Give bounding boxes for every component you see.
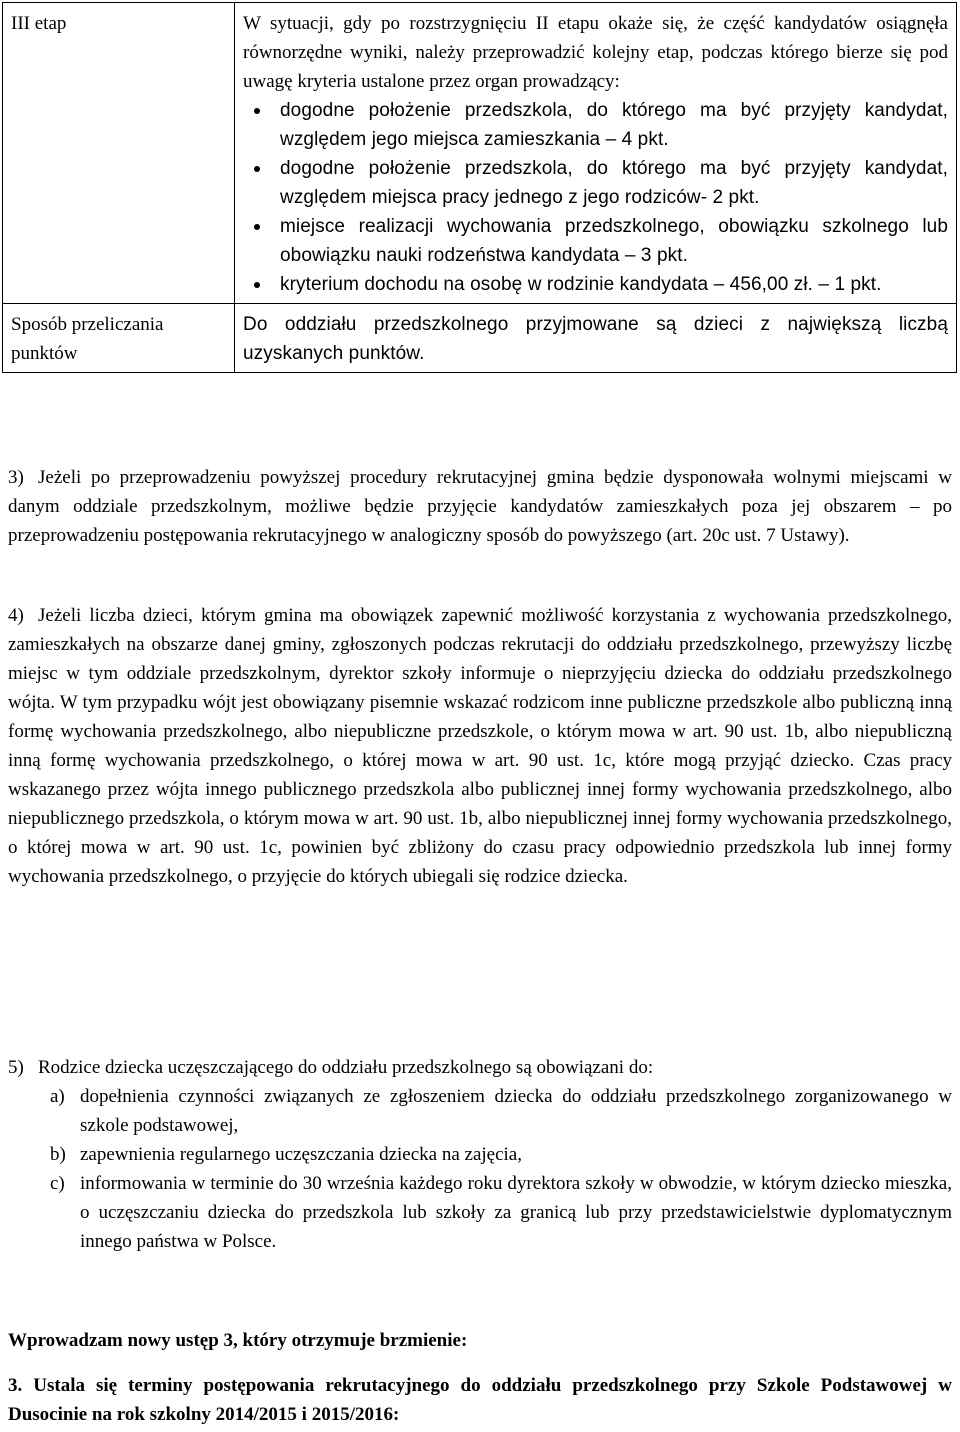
stage-label: III etap — [11, 13, 67, 34]
obligations-list — [8, 1082, 952, 1256]
paragraph-4 — [8, 601, 952, 891]
item-mark: c) — [50, 1173, 65, 1194]
paragraph-number: 3) — [8, 467, 24, 488]
table-row — [3, 304, 957, 373]
paragraph-text: Jeżeli liczba dzieci, którym gmina ma obowiązek zapewnić możliwość korzystania z wychowania przedszkolnego, zamieszkałych na obszarze danej gminy, zgłoszonych podczas rekrutacji do oddziału przedszkolnego, przewyższy liczbę miejsc w tym oddziale przedszkolnym, dyrektor szkoły informuje o nieprzyjęciu dziecka do oddziału przedszkolnego wójta. W tym przypadku wójt jest obowiązany pisemnie wskazać rodzicom inne publiczne przedszkole albo publiczną inną formę wychowania przedszkolnego, albo niepubliczne przedszkole, o którym mowa w art. 90 ust. 1b, albo niepubliczną inną formę wychowania przedszkolnego, o której mowa w art. 90 ust. 1c, które mogą przyjąć dziecko. Czas pracy wskazanego przez wójta innego publicznego przedszkola albo publicznej innej formy wychowania przedszkolnego, albo niepublicznego przedszkola, o którym mowa w art. 90 ust. 1b, albo niepublicznej innej formy wychowania przedszkolnego, o której mowa w art. 90 ust. 1c, powinien być zbliżony do czasu pracy odpowiednio przedszkola lub innej formy wychowania przedszkolnego, o przyjęcie do których ubiegali się rodzice dziecka. — [8, 605, 952, 887]
table-row — [3, 3, 957, 304]
criteria-list — [243, 96, 948, 299]
list-item: miejsce realizacji wychowania przedszkolnego, obowiązku szkolnego lub obowiązku nauki rodzeństwa kandydata – 3 pkt. — [243, 212, 948, 270]
paragraph-5 — [8, 1053, 952, 1256]
paragraph-3 — [8, 463, 952, 550]
scoring-text: Do oddziału przedszkolnego przyjmowane są dzieci z największą liczbą uzyskanych punktów. — [243, 314, 948, 364]
stage-content-cell — [235, 3, 957, 304]
amendment-section: 3. Ustala się terminy postępowania rekrutacyjnego do oddziału przedszkolnego przy Szkole Podstawowej w Dusocinie na rok szkolny 2014/2015 i 2015/2016: — [8, 1375, 952, 1425]
paragraph-text: Jeżeli po przeprowadzeniu powyższej procedury rekrutacyjnej gmina będzie dysponowała wolnymi miejscami w danym oddziale przedszkolnym, możliwe będzie przyjęcie kandydatów zamieszkałych poza jej obszarem – po przeprowadzeniu postępowania rekrutacyjnego w analogiczny sposób do powyższego (art. 20c ust. 7 Ustawy). — [8, 467, 952, 546]
paragraph-number: 4) — [8, 605, 24, 626]
list-item — [8, 1169, 952, 1256]
item-text: zapewnienia regularnego uczęszczania dziecka na zajęcia, — [80, 1144, 522, 1165]
list-item: dogodne położenie przedszkola, do którego ma być przyjęty kandydat, względem jego miejsca zamieszkania – 4 pkt. — [243, 96, 948, 154]
paragraph-text: Rodzice dziecka uczęszczającego do oddziału przedszkolnego są obowiązani do: — [38, 1057, 654, 1078]
stage-label-cell — [3, 3, 235, 304]
item-mark: a) — [50, 1086, 65, 1107]
scoring-content-cell — [235, 304, 957, 373]
recruitment-stage-table — [2, 2, 957, 373]
list-item: dogodne położenie przedszkola, do którego ma być przyjęty kandydat, względem miejsca pracy jednego z jego rodziców- 2 pkt. — [243, 154, 948, 212]
amendment-heading: Wprowadzam nowy ustęp 3, który otrzymuje brzmienie: — [8, 1330, 468, 1351]
scoring-label: Sposób przeliczania punktów — [11, 314, 164, 364]
item-text: dopełnienia czynności związanych ze zgłoszeniem dziecka do oddziału przedszkolnego zorganizowanego w szkole podstawowej, — [80, 1086, 952, 1136]
list-item: kryterium dochodu na osobę w rodzinie kandydata – 456,00 zł. – 1 pkt. — [243, 270, 948, 299]
list-item — [8, 1082, 952, 1140]
scoring-label-cell — [3, 304, 235, 373]
item-mark: b) — [50, 1144, 66, 1165]
item-text: informowania w terminie do 30 września każdego roku dyrektora szkoły w obwodzie, w którym dziecko mieszka, o uczęszczaniu dziecka do przedszkola lub szkoły za granicą lub przy przedstawicielstwie dyplomatycznym innego państwa w Polsce. — [80, 1173, 952, 1252]
stage-intro: W sytuacji, gdy po rozstrzygnięciu II etapu okaże się, że część kandydatów osiągnęła równorzędne wyniki, należy przeprowadzić kolejny etap, podczas którego bierze się pod uwagę kryteria ustalone przez organ prowadzący: — [243, 13, 948, 92]
list-item — [8, 1140, 952, 1169]
paragraph-number: 5) — [8, 1057, 24, 1078]
